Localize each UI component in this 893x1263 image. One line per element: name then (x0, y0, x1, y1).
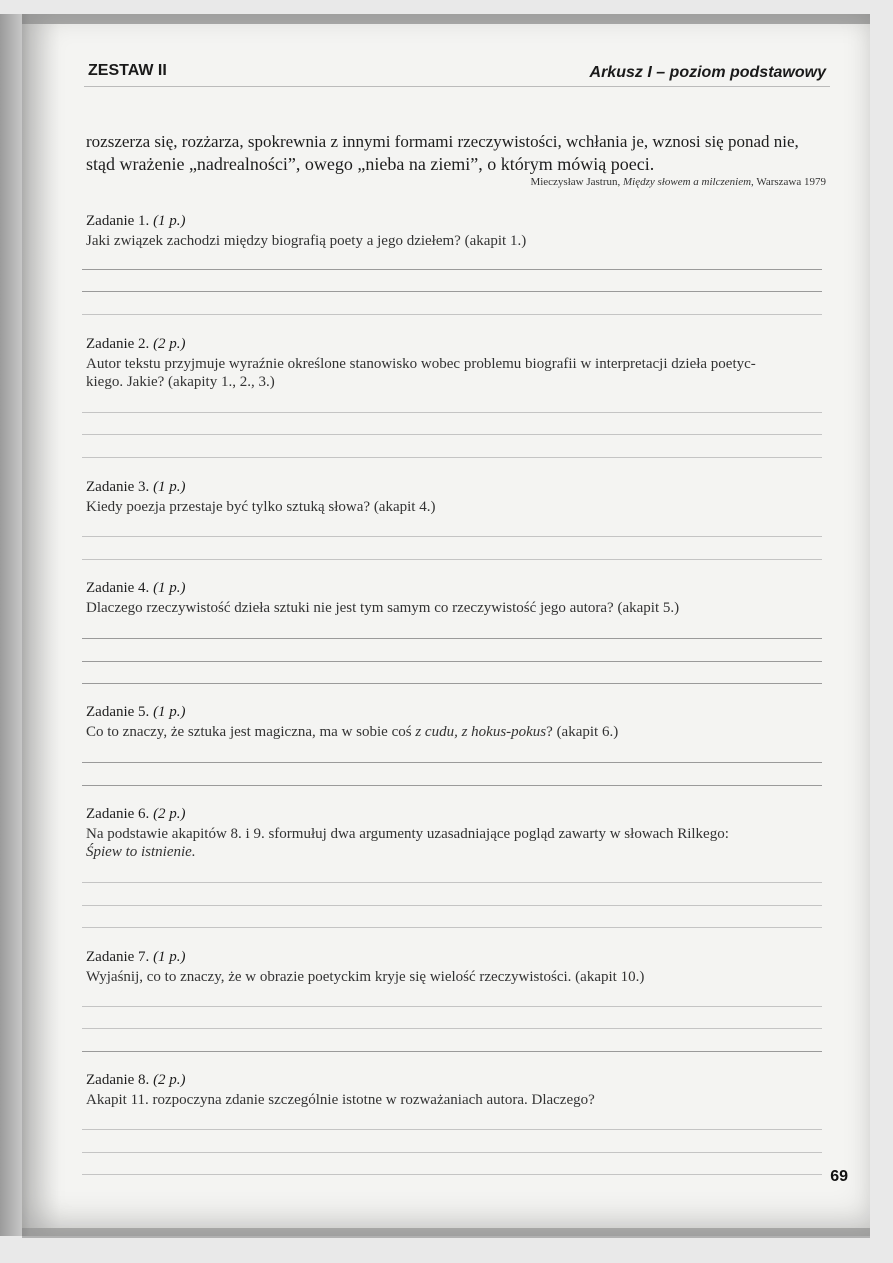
citation-author: Mieczysław Jastrun, (530, 176, 621, 188)
answer-line[interactable] (82, 1174, 822, 1175)
answer-line[interactable] (82, 785, 822, 786)
answer-line[interactable] (82, 683, 822, 684)
worksheet-page (22, 14, 870, 1236)
answer-line[interactable] (82, 412, 822, 413)
answer-line[interactable] (82, 927, 822, 928)
answer-line[interactable] (82, 457, 822, 458)
citation-title: Między słowem a milczeniem (623, 176, 752, 188)
page-number: 69 (830, 1168, 848, 1185)
task-1-title: Zadanie 1. (1 p.) (86, 213, 186, 229)
answer-line[interactable] (82, 434, 822, 435)
answer-line[interactable] (82, 638, 822, 639)
task-7-question: Wyjaśnij, co to znaczy, że w obrazie poetyckim kryje się wielość rzeczywistości. (akapit 10.) (86, 969, 645, 985)
task-5-title: Zadanie 5. (1 p.) (86, 704, 186, 720)
intro-text-line-1: rozszerza się, rozżarza, spokrewnia z innymi formami rzeczywistości, wchłania je, wznosi się ponad nie, (86, 132, 799, 151)
answer-line[interactable] (82, 905, 822, 906)
scan-left-shadow (0, 14, 60, 1236)
answer-line[interactable] (82, 269, 822, 270)
task-7-title: Zadanie 7. (1 p.) (86, 949, 186, 965)
answer-line[interactable] (82, 314, 822, 315)
task-3-question: Kiedy poezja przestaje być tylko sztuką słowa? (akapit 4.) (86, 499, 436, 515)
answer-line[interactable] (82, 1028, 822, 1029)
task-2-question: Autor tekstu przyjmuje wyraźnie określone stanowisko wobec problemu biografii w interpretacji dzieła poetyc- kiego. Jakie? (akapity 1., 2., 3.) (86, 356, 756, 390)
header-divider (84, 86, 830, 87)
answer-line[interactable] (82, 536, 822, 537)
scan-bottom-edge (22, 1228, 870, 1238)
task-2-title: Zadanie 2. (2 p.) (86, 336, 186, 352)
citation-rest: , Warszawa 1979 (751, 176, 826, 188)
task-6-question: Na podstawie akapitów 8. i 9. sformułuj dwa argumenty uzasadniające pogląd zawarty w słowach Rilkego: Śpiew to istnienie. (86, 826, 729, 860)
sheet-level-title: Arkusz I – poziom podstawowy (589, 64, 826, 81)
task-4-question: Dlaczego rzeczywistość dzieła sztuki nie jest tym samym co rzeczywistość jego autora? (akapit 5.) (86, 600, 680, 616)
answer-line[interactable] (82, 882, 822, 883)
answer-line[interactable] (82, 291, 822, 292)
task-8-question: Akapit 11. rozpoczyna zdanie szczególnie istotne w rozważaniach autora. Dlaczego? (86, 1092, 595, 1108)
answer-line[interactable] (82, 559, 822, 560)
answer-line[interactable] (82, 1129, 822, 1130)
answer-line[interactable] (82, 1006, 822, 1007)
answer-line[interactable] (82, 661, 822, 662)
task-1-question: Jaki związek zachodzi między biografią poety a jego dziełem? (akapit 1.) (86, 233, 527, 249)
intro-text-line-2: stąd wrażenie „nadrealności”, owego „nieba na ziemi”, o którym mówią poeci. (86, 154, 655, 174)
task-4-title: Zadanie 4. (1 p.) (86, 580, 186, 596)
citation (530, 176, 826, 188)
scan-top-edge (22, 14, 870, 24)
task-3-title: Zadanie 3. (1 p.) (86, 479, 186, 495)
task-6-title: Zadanie 6. (2 p.) (86, 806, 186, 822)
task-8-title: Zadanie 8. (2 p.) (86, 1072, 186, 1088)
set-title: ZESTAW II (88, 62, 167, 79)
answer-line[interactable] (82, 1051, 822, 1052)
answer-line[interactable] (82, 762, 822, 763)
answer-line[interactable] (82, 1152, 822, 1153)
task-5-question: Co to znaczy, że sztuka jest magiczna, ma w sobie coś z cudu, z hokus-pokus? (akapit 6.) (86, 724, 619, 740)
